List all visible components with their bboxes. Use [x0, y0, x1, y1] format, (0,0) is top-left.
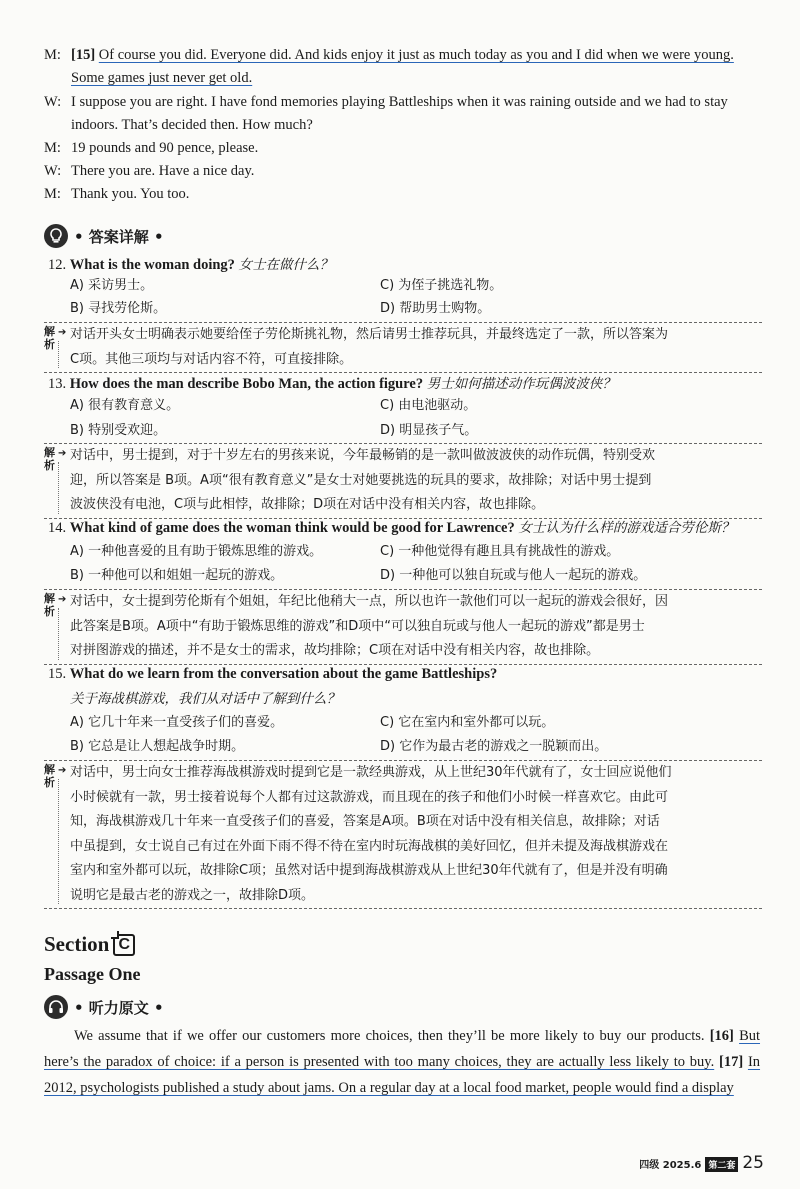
option: C) 为侄子挑选礼物。	[380, 278, 503, 293]
explain-line: 中虽提到，女士说自己有过在外面下雨不得不待在室内时玩海战棋的美好回忆，但并未提及海战棋游戏在	[70, 838, 669, 854]
question-number: 15.	[48, 666, 67, 682]
question-14	[48, 517, 768, 539]
question-number: 12.	[48, 257, 67, 273]
option: D) 一种他可以独自玩或与他人一起玩的游戏。	[380, 568, 647, 583]
option: D) 它作为最古老的游戏之一脱颖而出。	[380, 739, 608, 754]
explain-line: 对话中，女士提到劳伦斯有个姐姐，年纪比他稍大一点，所以也许一款他们可以一起玩的游戏会很好，因	[70, 594, 669, 609]
question-number: 14.	[48, 520, 67, 536]
headphones-icon	[44, 995, 68, 1019]
page-footer	[639, 1153, 764, 1173]
speaker: W:	[44, 163, 62, 179]
question-cn: 女士在做什么？	[238, 257, 334, 273]
explain-line: 迎，所以答案是 B项。A项“很有教育意义”是女士对她要挑选的玩具的要求，故排除；对话中男士提到	[70, 472, 652, 488]
explain-line: 室内和室外都可以玩，故排除C项；虽然对话中提到海战棋游戏从上世纪30年代就有了，但是并没有明确	[70, 863, 668, 878]
answers-header	[44, 223, 164, 249]
explain-line: 对拼图游戏的描述，并不是女士的需求，故均排除；C项在对话中没有相关内容，故也排除。	[70, 643, 600, 658]
explain-line: 小时候就有一款，男士接着说每个人都有过这款游戏，而且现在的孩子和他们小时候一样喜欢它。由此可	[70, 789, 669, 805]
explain-tag: 解析	[44, 592, 55, 618]
option: B) 它总是让人想起战争时期。	[70, 739, 245, 754]
explain-tag: 解析	[44, 325, 55, 351]
key-sentence: In 2012, psychologists published a study about jams. On a regular day at a local food market, people would find a display	[44, 1054, 761, 1096]
explain-line: 对话中，男士提到，对于十岁左右的男孩来说，今年最畅销的是一款叫做波波侠的动作玩偶，特别受欢	[70, 448, 656, 463]
speaker: M:	[44, 140, 61, 156]
question-marker: [17]	[718, 1054, 744, 1070]
option: B) 特别受欢迎。	[70, 423, 167, 438]
question-en: What do we learn from the conversation about the game Battleships?	[69, 666, 498, 682]
dialogue-line	[44, 44, 764, 90]
option: C) 一种他觉得有趣且具有挑战性的游戏。	[380, 544, 620, 559]
listening-header	[44, 994, 164, 1020]
option: A) 很有教育意义。	[70, 398, 180, 413]
option: B) 一种他可以和姐姐一起玩的游戏。	[70, 568, 284, 583]
passage-sentence: We assume that if we offer our customers more choices, then they’ll be more likely to buy our products.	[74, 1028, 705, 1044]
question-en: What is the woman doing?	[69, 257, 235, 273]
question-15-cn	[70, 688, 790, 710]
footer-volume-badge: 第二套	[705, 1157, 738, 1172]
section-letter: C	[118, 935, 131, 953]
explanation-14	[44, 589, 762, 665]
line-text-cont: indoors. That’s decided then. How much?	[71, 117, 313, 133]
option: D) 帮助男士购物。	[380, 301, 491, 316]
dialogue-line	[44, 160, 764, 183]
arrow-icon: ➔	[58, 448, 67, 459]
explain-tag: 解析	[44, 446, 55, 472]
question-en: How does the man describe Bobo Man, the action figure?	[69, 376, 424, 392]
option: A) 一种他喜爱的且有助于锻炼思维的游戏。	[70, 544, 323, 559]
page-number: 25	[742, 1153, 764, 1173]
explain-line: C项。其他三项均与对话内容不符，可直接排除。	[70, 351, 353, 367]
arrow-icon: ➔	[58, 327, 67, 338]
explain-line: 知，海战棋游戏几十年来一直受孩子们的喜爱，答案是A项。B项在对话中没有相关信息，故排除；对话	[70, 814, 660, 829]
section-title	[44, 932, 135, 957]
line-text: Thank you. You too.	[71, 186, 190, 202]
explain-line: 对话开头女士明确表示她要给侄子劳伦斯挑礼物，然后请男士推荐玩具，并最终选定了一款，所以答案为	[70, 327, 669, 342]
arrow-icon: ➔	[58, 765, 67, 776]
option: A) 它几十年来一直受孩子们的喜爱。	[70, 715, 284, 730]
explain-tag: 解析	[44, 763, 55, 789]
answers-header-text: • 答案详解 •	[74, 227, 164, 246]
passage-title: Passage One	[44, 964, 141, 984]
question-13	[48, 373, 768, 395]
section-letter-box	[113, 934, 135, 956]
dialogue-line	[44, 91, 764, 137]
section-label: Section	[44, 932, 110, 956]
question-12	[48, 254, 768, 276]
explain-line: 说明它是最古老的游戏之一，故排除D项。	[70, 887, 315, 903]
explanation-13	[44, 443, 762, 519]
passage-text	[44, 1023, 760, 1101]
explain-line: 此答案是B项。A项中“有助于锻炼思维的游戏”和D项中“可以独自玩或与他人一起玩的游戏”都是男士	[70, 618, 645, 634]
line-text: I suppose you are right. I have fond memories playing Battleships when it was raining outside and we had to stay	[71, 94, 728, 110]
speaker: M:	[44, 186, 61, 202]
lightbulb-icon	[44, 224, 68, 248]
question-marker: [15]	[71, 47, 96, 63]
line-text: 19 pounds and 90 pence, please.	[71, 140, 259, 156]
option: C) 它在室内和室外都可以玩。	[380, 715, 555, 730]
explain-line: 对话中，男士向女士推荐海战棋游戏时提到它是一款经典游戏，从上世纪30年代就有了，女士回应说他们	[70, 765, 672, 780]
footer-label: 四级 2025.6	[639, 1160, 702, 1171]
question-cn: 女士认为什么样的游戏适合劳伦斯？	[518, 520, 735, 536]
question-en: What kind of game does the woman think would be good for Lawrence?	[69, 520, 515, 536]
listening-header-text: • 听力原文 •	[74, 998, 164, 1017]
question-number: 13.	[48, 376, 67, 392]
line-text: There you are. Have a nice day.	[71, 163, 255, 179]
key-sentence: Of course you did. Everyone did. And kids enjoy it just as much today as you and I did when we were young.	[98, 47, 734, 63]
option: C) 由电池驱动。	[380, 398, 477, 413]
question-15	[48, 663, 768, 685]
option: B) 寻找劳伦斯。	[70, 301, 167, 316]
key-sentence-cont: Some games just never get old.	[71, 70, 253, 86]
arrow-icon: ➔	[58, 594, 67, 605]
question-cn: 男士如何描述动作玩偶波波侠？	[426, 376, 616, 392]
speaker: W:	[44, 94, 62, 110]
dialogue-line	[44, 137, 764, 160]
question-cn: 关于海战棋游戏，我们从对话中了解到什么？	[70, 691, 340, 707]
speaker: M:	[44, 47, 61, 63]
key-sentence: But here’s the paradox of choice: if a person is presented with too many choices, they are actually less likely to buy.	[44, 1028, 761, 1070]
option: A) 采访男士。	[70, 278, 154, 293]
question-marker: [16]	[709, 1028, 734, 1044]
explain-line: 波波侠没有电池，C项与此相悖，故排除；D项在对话中没有相关内容，故也排除。	[70, 497, 545, 512]
dialogue-line	[44, 183, 764, 206]
explanation-15	[44, 760, 762, 909]
option: D) 明显孩子气。	[380, 423, 478, 438]
explanation-12	[44, 322, 762, 373]
